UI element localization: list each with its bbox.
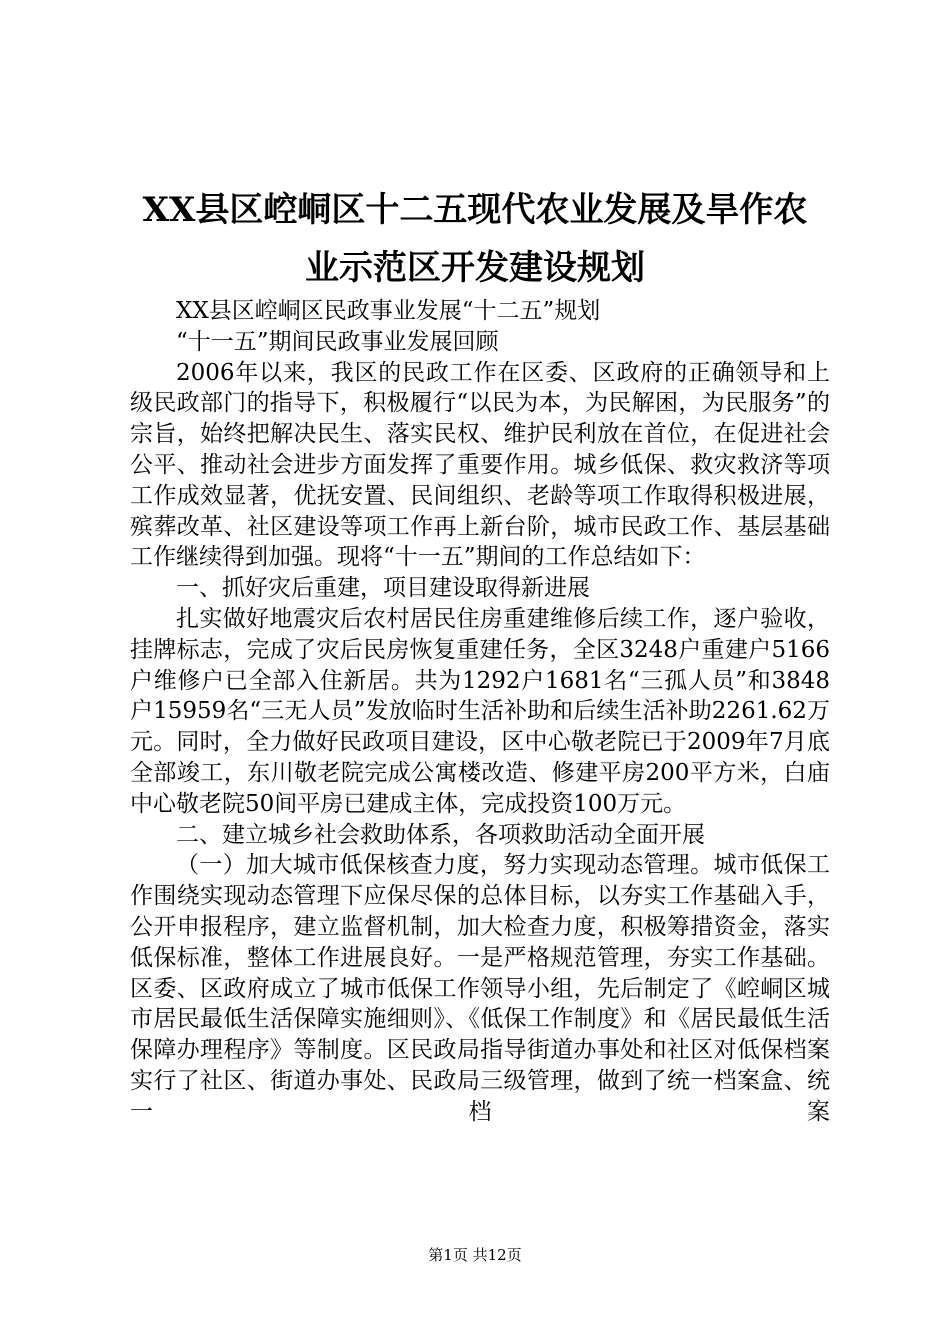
document-body: [130, 296, 830, 1128]
paragraph-intro: 2006年以来，我区的民政工作在区委、区政府的正确领导和上级民政部门的指导下，积极履行“以民为本，为民解困，为民服务”的宗旨，始终把解决民生、落实民权、维护民利放在首位，在促进社会公平、推动社会进步方面发挥了重要作用。城乡低保、救灾救济等项工作成效显著，优抚安置、民间组织、老龄等项工作取得积极进展，殡葬改革、社区建设等项工作再上新台阶，城市民政工作、基层基础工作继续得到加强。现将“十一五”期间的工作总结如下：: [130, 359, 830, 571]
document-title-line-1: XX县区崆峒区十二五现代农业发展及旱作农: [142, 190, 808, 230]
paragraph-section-heading: “十一五”期间民政事业发展回顾: [176, 328, 499, 355]
paragraph-subtitle: XX县区崆峒区民政事业发展“十二五”规划: [176, 298, 601, 324]
paragraph-reconstruction: 扎实做好地震灾后农村居民住房重建维修后续工作，逐户验收，挂牌标志，完成了灾后民房恢复重建任务，全区3248户重建户5166户维修户已全部入住新居。共为1292户1681名“三孤人员”和3848户15959名“三无人员”发放临时生活补助和后续生活补助2261.62万元。同时，全力做好民政项目建设，区中心敬老院已于2009年7月底全部竣工，东川敬老院完成公寓楼改造、修建平房200平方米，白庙中心敬老院50间平房已建成主体，完成投资100万元。: [130, 605, 830, 817]
document-title-line-2: 业示范区开发建设规划: [305, 248, 645, 288]
paragraph-heading-2: 二、建立城乡社会救助体系，各项救助活动全面开展: [176, 821, 705, 848]
paragraph-heading-1: 一、抓好灾后重建，项目建设取得新进展: [176, 575, 590, 602]
page-number-footer: 第1页 共12页: [428, 1246, 522, 1264]
paragraph-urban-low-income: （一）加大城市低保核查力度，努力实现动态管理。城市低保工作围绕实现动态管理下应保尽保的总体目标，以夯实工作基础入手，公开申报程序，建立监督机制，加大检查力度，积极筹措资金，落实低保标准，整体工作进展良好。一是严格规范管理，夯实工作基础。区委、区政府成立了城市低保工作领导小组，先后制定了《崆峒区城市居民最低生活保障实施细则》、《低保工作制度》和《居民最低生活保障办理程序》等制度。区民政局指导街道办事处和社区对低保档案实行了社区、街道办事处、民政局三级管理，做到了统一档案盒、统一档案: [130, 852, 830, 1125]
